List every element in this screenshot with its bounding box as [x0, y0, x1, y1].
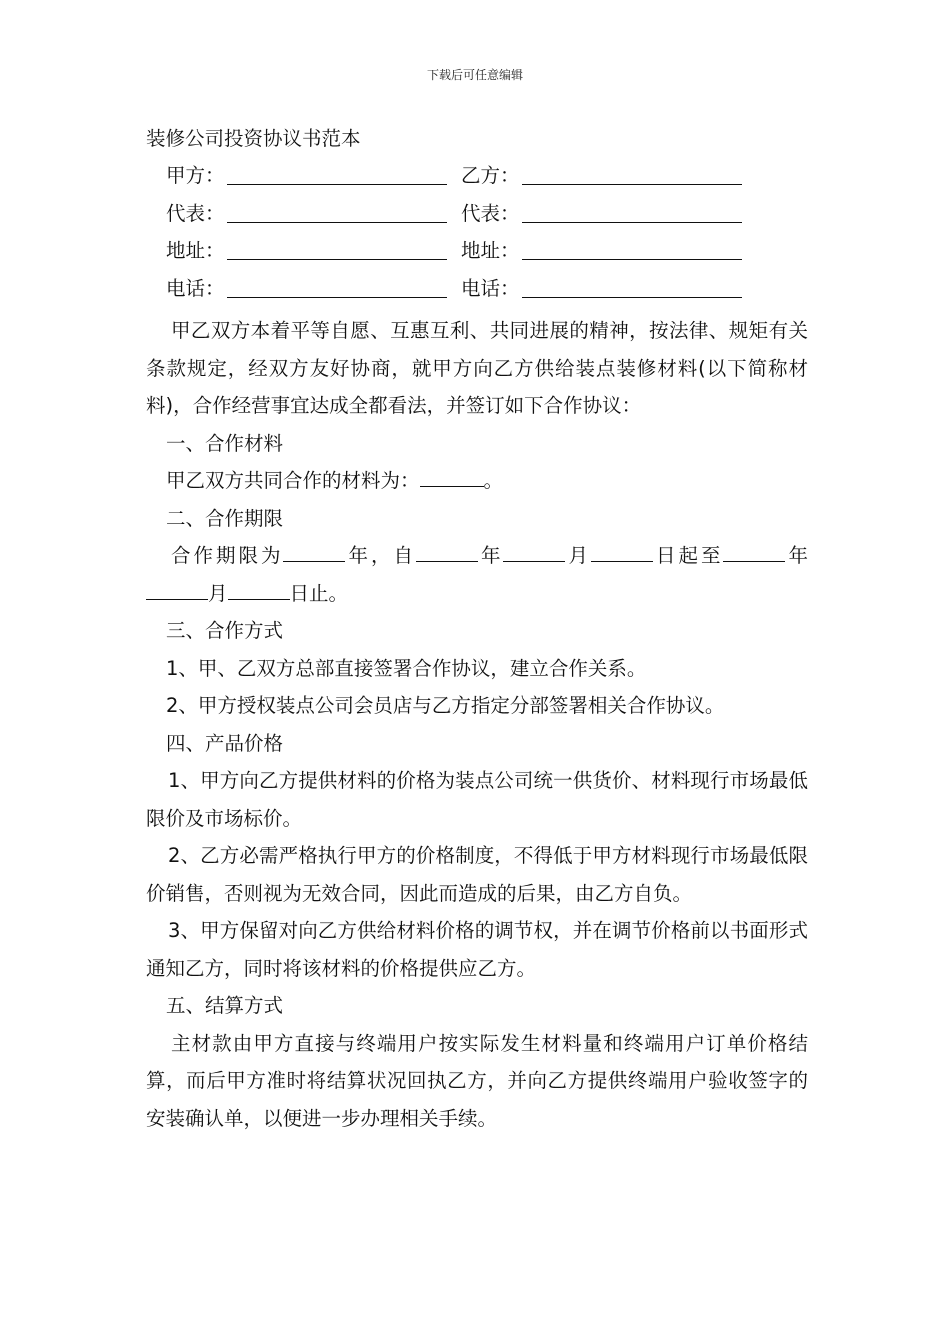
party-a-blank[interactable] — [227, 162, 447, 185]
party-b-blank[interactable] — [522, 162, 742, 185]
section-5-heading: 五、结算方式 — [166, 994, 284, 1017]
section-1-text-b: 。 — [483, 469, 504, 492]
section-4-item-1: 1、甲方向乙方提供材料的价格为装点公司统一供货价、材料现行市场最低限价及市场标价。 — [146, 769, 808, 830]
start-month-blank[interactable] — [503, 543, 565, 562]
section-5-text: 主材款由甲方直接与终端用户按实际发生材料量和终端用户订单价格结算，而后甲方准时将结算状况回执乙方，并向乙方提供终端用户验收签字的安装确认单，以便进一步办理相关手续。 — [146, 1031, 808, 1130]
section-2-text — [146, 537, 808, 612]
section-2-heading: 二、合作期限 — [166, 506, 284, 530]
party-a-phone-label: 电话： — [166, 276, 225, 300]
party-a-phone-blank[interactable] — [227, 275, 447, 298]
party-row-address — [146, 237, 808, 275]
end-month-label: 月 — [208, 581, 228, 605]
header-note: 下载后可任意编辑 — [426, 68, 523, 82]
end-day-label: 日止。 — [289, 581, 349, 605]
start-year-label: 年 — [477, 544, 504, 567]
term-label: 合作期限为 — [171, 544, 284, 567]
start-day-label: 日起至 — [652, 544, 724, 567]
party-a-address-blank[interactable] — [227, 237, 447, 260]
section-3-heading: 三、合作方式 — [166, 619, 284, 642]
section-3-item-1: 1、甲、乙双方总部直接签署合作协议，建立合作关系。 — [166, 656, 647, 680]
start-year-blank[interactable] — [416, 543, 478, 562]
end-year-label: 年 — [785, 544, 808, 567]
party-b-representative-blank[interactable] — [522, 200, 742, 223]
party-b-label: 乙方： — [461, 164, 520, 187]
end-year-blank[interactable] — [723, 543, 785, 562]
section-1-text-a: 甲乙双方共同合作的材料为： — [166, 469, 420, 492]
party-row-party — [146, 162, 808, 200]
party-a-representative-blank[interactable] — [227, 200, 447, 223]
party-b-representative-label: 代表： — [461, 201, 520, 225]
start-month-label: 月 — [565, 544, 591, 567]
document-title: 装修公司投资协议书范本 — [146, 127, 361, 150]
section-4-item-3: 3、甲方保留对向乙方供给材料价格的调节权，并在调节价格前以书面形式通知乙方，同时将该材料的价格提供应乙方。 — [146, 919, 808, 980]
document-body — [146, 125, 808, 1137]
end-day-blank[interactable] — [228, 581, 290, 600]
start-day-blank[interactable] — [591, 543, 653, 562]
section-4-item-2: 2、乙方必需严格执行甲方的价格制度，不得低于甲方材料现行市场最低限价销售，否则视为无效合同，因此而造成的后果，由乙方自负。 — [146, 844, 808, 905]
party-row-phone — [146, 275, 808, 313]
party-b-phone-label: 电话： — [461, 276, 520, 300]
party-a-label: 甲方： — [166, 164, 225, 187]
section-1-heading: 一、合作材料 — [166, 431, 284, 455]
section-4-heading: 四、产品价格 — [166, 731, 284, 755]
end-month-blank[interactable] — [146, 581, 208, 600]
party-b-address-label: 地址： — [461, 239, 520, 262]
party-row-representative — [146, 200, 808, 238]
section-3-item-2: 2、甲方授权装点公司会员店与乙方指定分部签署相关合作协议。 — [166, 694, 725, 717]
material-blank[interactable] — [420, 468, 484, 487]
party-b-phone-blank[interactable] — [522, 275, 742, 298]
party-a-address-label: 地址： — [166, 239, 225, 262]
term-years-blank[interactable] — [283, 543, 345, 562]
intro-paragraph: 甲乙双方本着平等自愿、互惠互利、共同进展的精神，按法律、规矩有关条款规定，经双方友好协商，就甲方向乙方供给装点装修材料(以下简称材料)，合作经营事宜达成全都看法，并签订如下合作协议： — [146, 319, 808, 417]
term-from-label: 年，自 — [345, 544, 416, 567]
section-1-text — [146, 462, 808, 500]
party-b-address-blank[interactable] — [522, 237, 742, 260]
party-a-representative-label: 代表： — [166, 201, 225, 225]
